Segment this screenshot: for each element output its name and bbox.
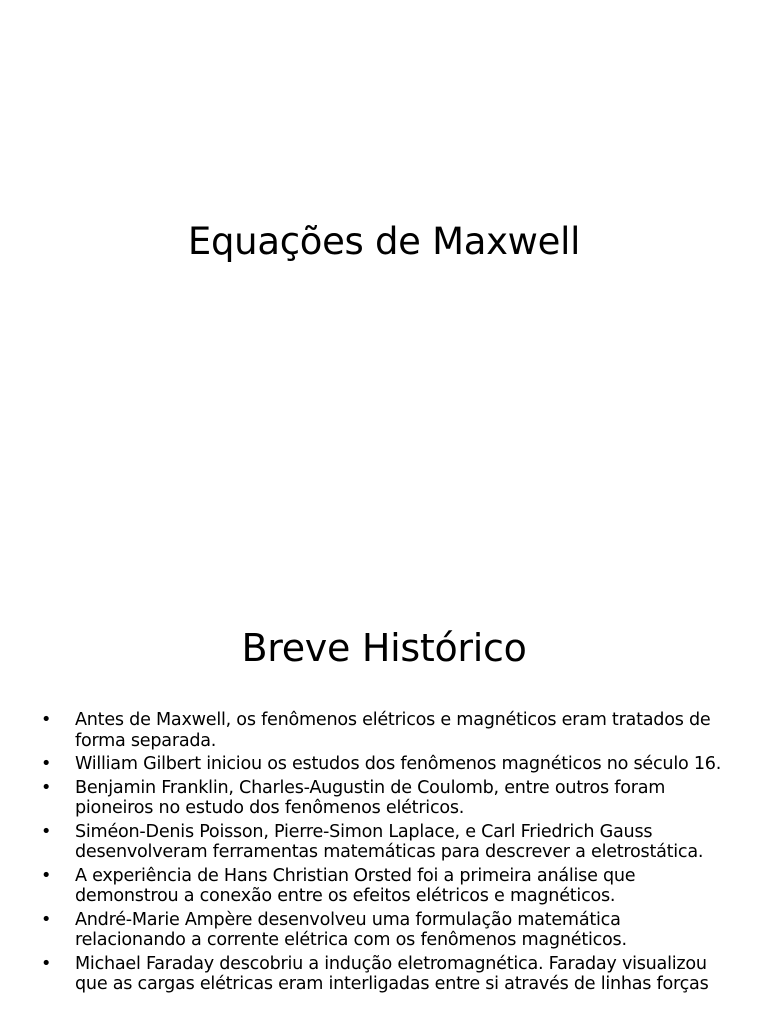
bullet-glyph: • [41, 710, 52, 730]
bullet-item [38, 910, 728, 951]
bullet-text: Antes de Maxwell, os fenômenos elétricos e magnéticos eram tratados de forma separada. [75, 710, 711, 751]
bullet-text: Siméon-Denis Poisson, Pierre-Simon Laplace, e Carl Friedrich Gauss desenvolveram ferramentas matemáticas para descrever a eletrostática. [75, 821, 704, 862]
slide-title-heading: Equações de Maxwell [187, 220, 581, 263]
bullet-text: Benjamin Franklin, Charles-Augustin de Coulomb, entre outros foram pioneiros no estudo dos fenômenos elétricos. [75, 777, 666, 818]
bullet-glyph: • [41, 777, 52, 798]
bullet-item [38, 954, 728, 995]
bullet-list [38, 710, 728, 998]
bullet-glyph: • [41, 821, 52, 842]
bullet-item [38, 822, 728, 863]
bullet-text: William Gilbert iniciou os estudos dos fenômenos magnéticos no século 16. [75, 754, 722, 774]
bullet-item [38, 754, 728, 775]
bullet-text: André-Marie Ampère desenvolveu uma formulação matemática relacionando a corrente elétrica com os fenômenos magnéticos. [75, 909, 627, 950]
bullet-text: Michael Faraday descobriu a indução eletromagnética. Faraday visualizou que as cargas elétricas eram interligadas entre si através de linhas forças [75, 953, 709, 994]
slide-historico-heading: Breve Histórico [241, 626, 527, 670]
bullet-glyph: • [41, 909, 52, 930]
bullet-glyph: • [41, 754, 52, 774]
bullet-item [38, 710, 728, 751]
slide-historico [0, 576, 768, 1024]
bullet-glyph: • [41, 953, 52, 974]
bullet-text: A experiência de Hans Christian Orsted foi a primeira análise que demonstrou a conexão entre os efeitos elétricos e magnéticos. [75, 865, 636, 906]
bullet-item [38, 778, 728, 819]
bullet-glyph: • [41, 865, 52, 886]
bullet-item [38, 866, 728, 907]
